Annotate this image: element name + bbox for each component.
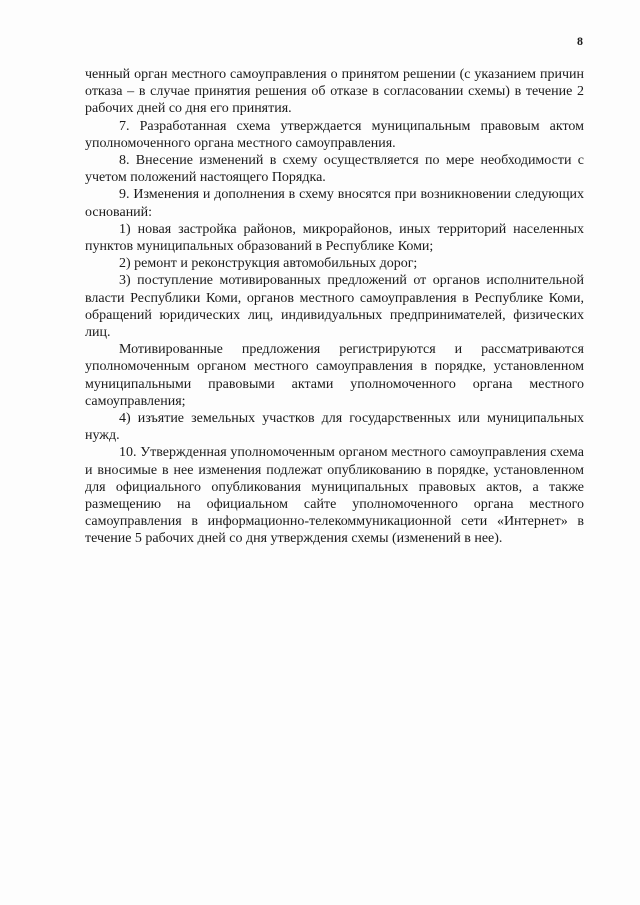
page-number: 8 [577,34,583,48]
document-body [85,66,584,548]
subitem-2: 2) ремонт и реконструкция автомобильных дорог; [119,256,418,272]
subitem-3: 3) поступление мотивированных предложений от органов исполнительной власти Республики Коми, органов местного самоуправления в Республике Коми, обращений юридических лиц, индивидуальных предпринимателей, физических лиц. [85,273,584,341]
paragraph-item-8: 8. Внесение изменений в схему осуществляется по мере необходимости с учетом положений настоящего Порядка. [85,153,584,186]
subitem-4: 4) изъятие земельных участков для государственных или муниципальных нужд. [85,411,584,444]
paragraph-motivated-proposals: Мотивированные предложения регистрируются и рассматриваются уполномоченным органом местного самоуправления в порядке, установленном муниципальными правовыми актами уполномоченного органа местного самоуправления; [85,342,584,409]
paragraph-item-10: 10. Утвержденная уполномоченным органом местного самоуправления схема и вносимые в нее изменения подлежат опубликованию в порядке, установленном для официального опубликования муниципальных правовых актов, а также размещению на официальном сайте уполномоченного органа местного самоуправления в информационно-телекоммуникационной сети «Интернет» в течение 5 рабочих дней со дня утверждения схемы (изменений в нее). [85,445,584,547]
paragraph-item-9: 9. Изменения и дополнения в схему вносятся при возникновении следующих оснований: [85,187,584,220]
paragraph-continuation: ченный орган местного самоуправления о принятом решении (с указанием причин отказа – в случае принятия решения об отказе в согласовании схемы) в течение 2 рабочих дней со дня его принятия. [85,67,584,117]
subitem-1: 1) новая застройка районов, микрорайонов, иных территорий населенных пунктов муниципальных образований в Республике Коми; [85,221,584,255]
paragraph-item-7: 7. Разработанная схема утверждается муниципальным правовым актом уполномоченного органа местного самоуправления. [85,118,584,151]
